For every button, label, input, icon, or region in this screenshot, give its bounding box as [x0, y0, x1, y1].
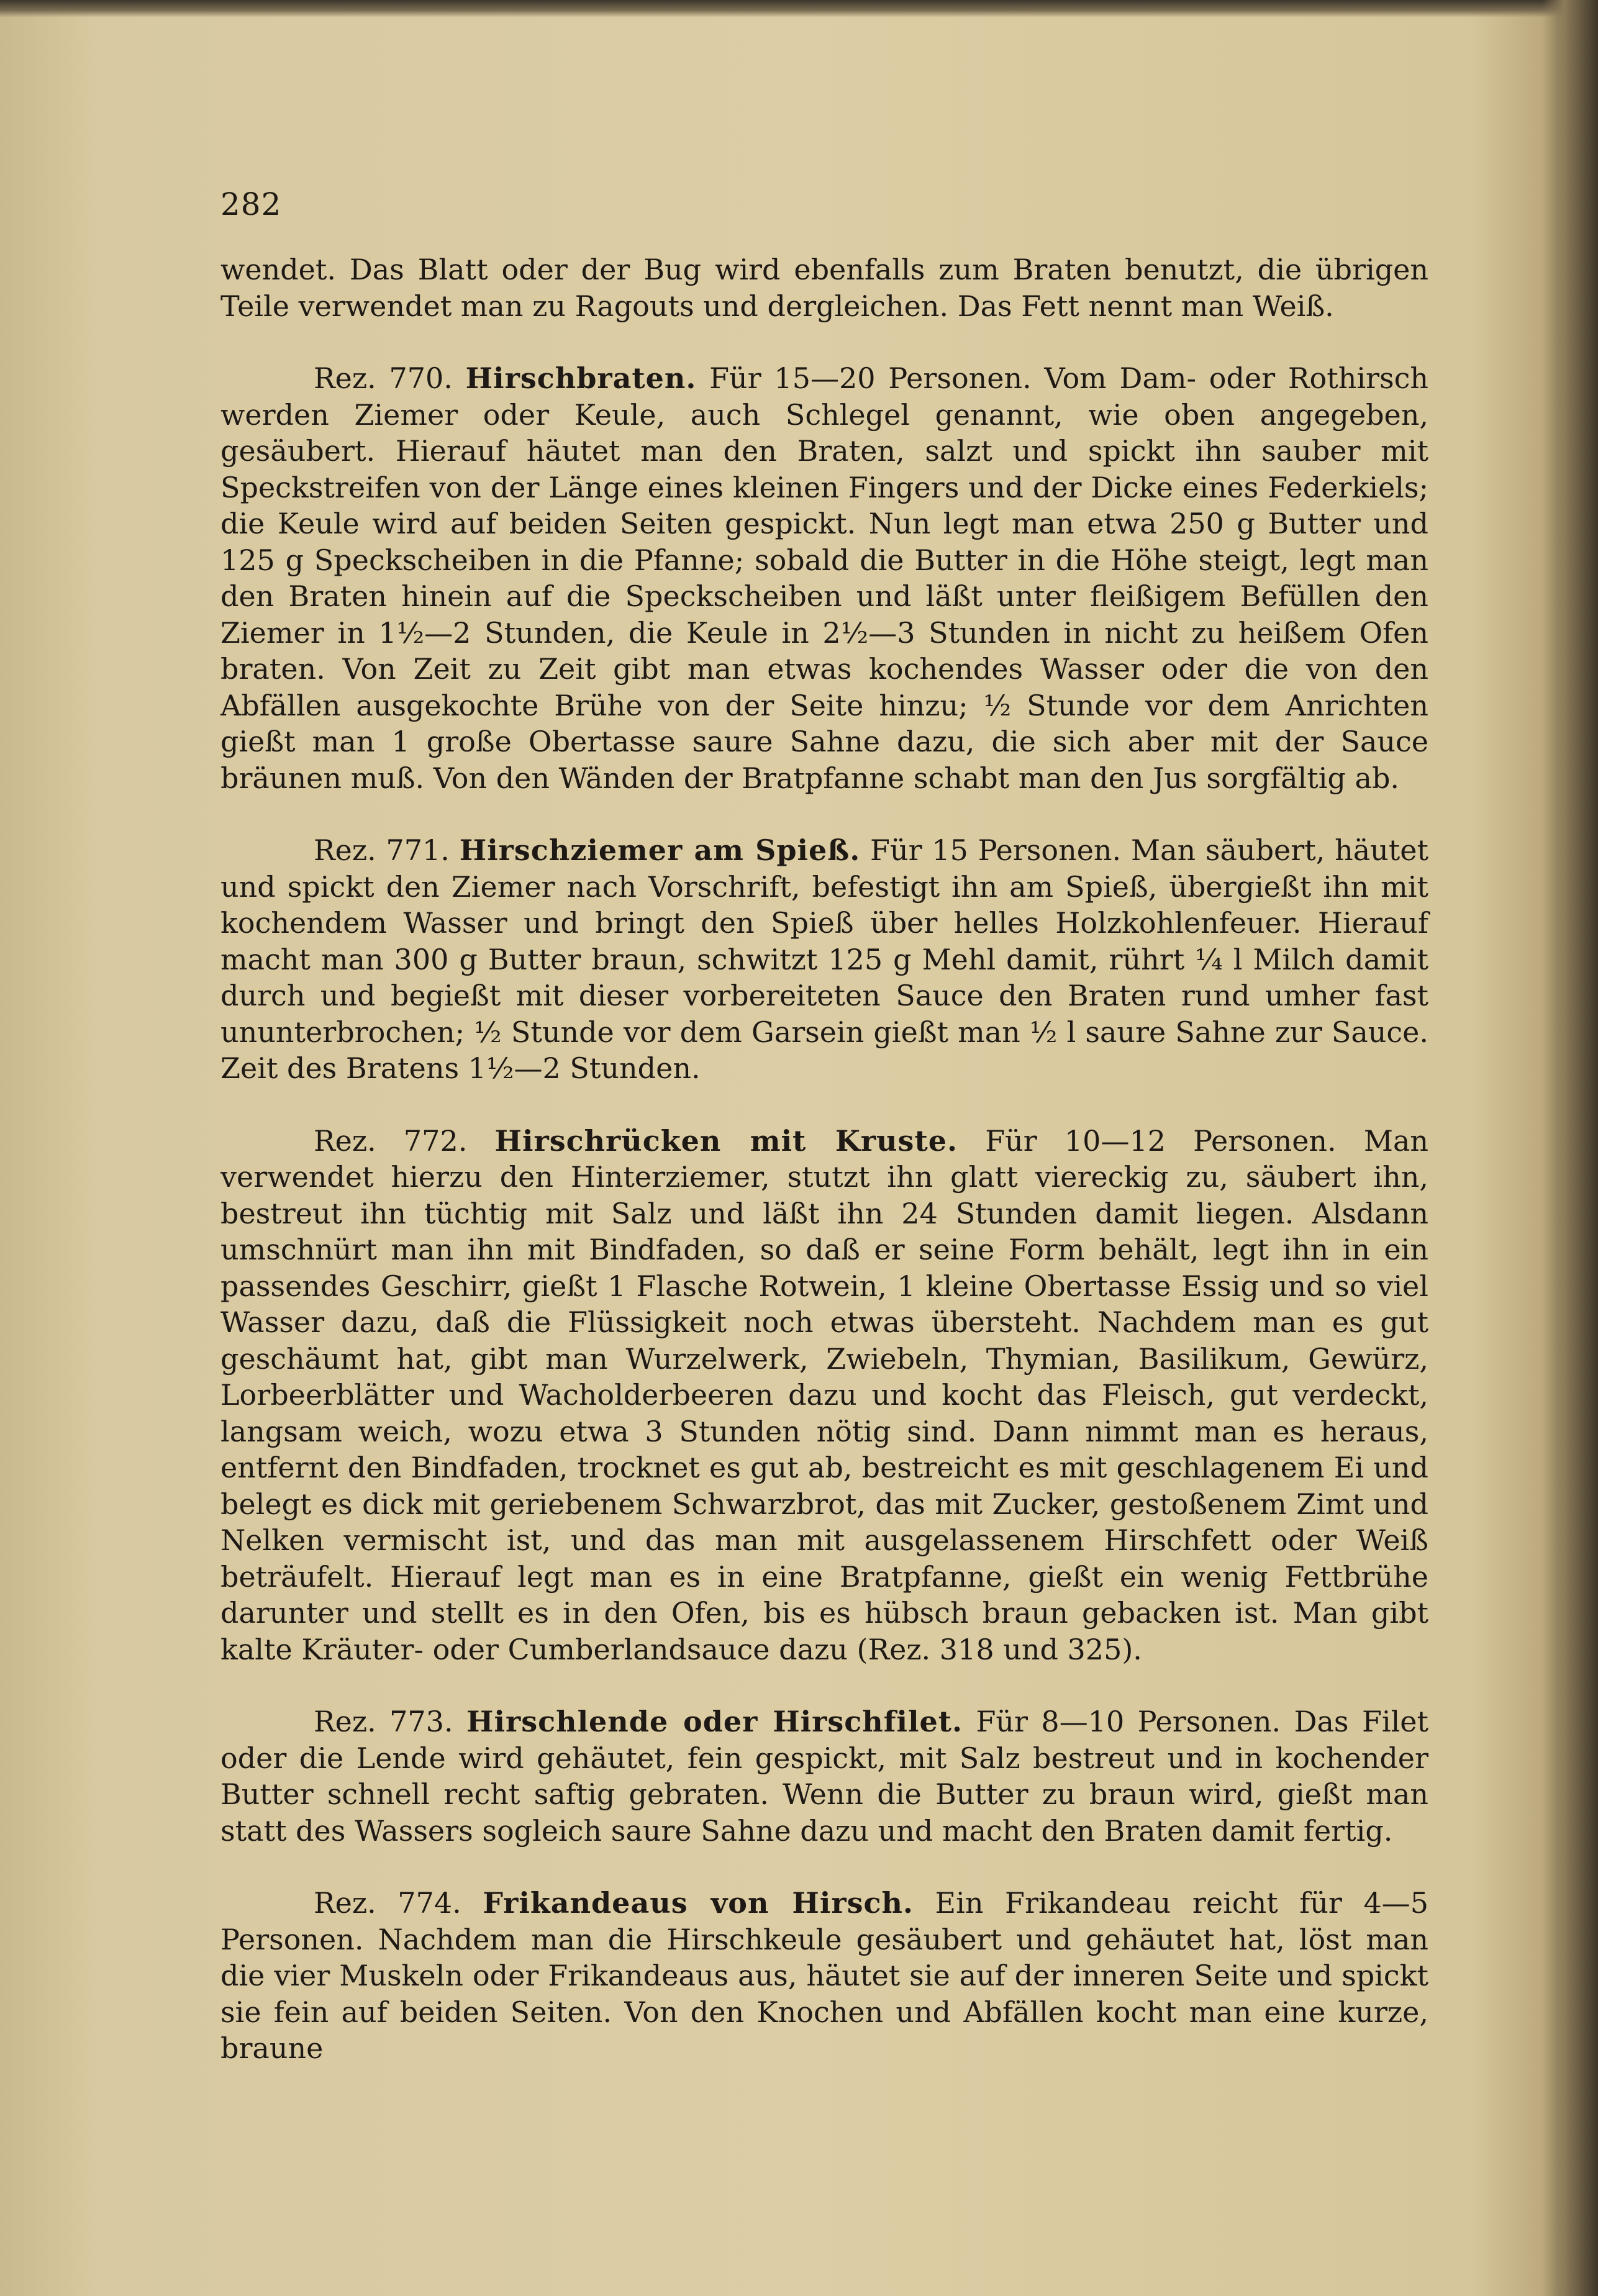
page-number: 282	[220, 186, 282, 222]
text-body	[220, 252, 1428, 2067]
recipe-number: Rez. 771.	[314, 833, 450, 867]
intro-paragraph: wendet. Das Blatt oder der Bug wird ebenfalls zum Braten benutzt, die übrigen Teile verwendet man zu Ragouts und dergleichen. Das Fett nennt man Weiß.	[220, 253, 1428, 323]
recipe-title: Hirschlende oder Hirschfilet.	[466, 1705, 963, 1738]
recipe-title: Hirschbraten.	[465, 361, 697, 395]
recipe-title: Hirschrücken mit Kruste.	[494, 1123, 958, 1158]
recipe-title: Frikandeaus von Hirsch.	[483, 1886, 914, 1920]
recipe-text: Ein Frikandeau reicht für 4—5 Personen. Nachdem man die Hirschkeule gesäubert und gehäutet hat, löst man die vier Muskeln oder Frikandeaus aus, häutet sie auf der inneren Seite und spickt sie fein auf beiden Seiten. Von den Knochen und Abfällen kocht man eine kurze, braune	[220, 1886, 1429, 2065]
recipe-772	[220, 1123, 1428, 1668]
recipe-773	[220, 1704, 1428, 1849]
page-top-edge	[0, 0, 1598, 17]
recipe-number: Rez. 773.	[314, 1705, 453, 1738]
recipe-text: Für 15—20 Personen. Vom Dam- oder Rothirsch werden Ziemer oder Keule, auch Schlegel genannt, wie oben angegeben, gesäubert. Hierauf häutet man den Braten, salzt und spickt ihn sauber mit Speckstreifen von der Länge eines kleinen Fingers und der Dicke eines Federkiels; die Keule wird auf beiden Seiten gespickt. Nun legt man etwa 250 g Butter und 125 g Speckscheiben in die Pfanne; sobald die Butter in die Höhe steigt, legt man den Braten hinein auf die Speckscheiben und läßt unter fleißigem Befüllen den Ziemer in 1½—2 Stunden, die Keule in 2½—3 Stunden in nicht zu heißem Ofen braten. Von Zeit zu Zeit gibt man etwas kochendes Wasser oder die von den Abfällen ausgekochte Brühe von der Seite hinzu; ½ Stunde vor dem Anrichten gießt man 1 große Obertasse saure Sahne dazu, die sich aber mit der Sauce bräunen muß. Von den Wänden der Bratpfanne schabt man den Jus sorgfältig ab.	[220, 361, 1429, 795]
recipe-number: Rez. 772.	[314, 1123, 468, 1158]
recipe-770	[220, 360, 1428, 796]
recipe-number: Rez. 774.	[314, 1886, 461, 1920]
recipe-text: Für 8—10 Personen. Das Filet oder die Lende wird gehäutet, fein gespickt, mit Salz bestreut und in kochender Butter schnell recht saftig gebraten. Wenn die Butter zu braun wird, gießt man statt des Wassers sogleich saure Sahne dazu und macht den Braten damit fertig.	[220, 1705, 1429, 1848]
recipe-774	[220, 1885, 1428, 2067]
recipe-number: Rez. 770.	[314, 361, 453, 395]
recipe-771	[220, 832, 1428, 1087]
recipe-text: Für 10—12 Personen. Man verwendet hierzu den Hinterziemer, stutzt ihn glatt viereckig zu, säubert ihn, bestreut ihn tüchtig mit Salz und läßt ihn 24 Stunden damit liegen. Alsdann umschnürt man ihn mit Bindfaden, so daß er seine Form behält, legt ihn in ein passendes Geschirr, gießt 1 Flasche Rotwein, 1 kleine Obertasse Essig und so viel Wasser dazu, daß die Flüssigkeit noch etwas übersteht. Nachdem man es gut geschäumt hat, gibt man Wurzelwerk, Zwiebeln, Thymian, Basilikum, Gewürz, Lorbeerblätter und Wacholderbeeren dazu und kocht das Fleisch, gut verdeckt, langsam weich, wozu etwa 3 Stunden nötig sind. Dann nimmt man es heraus, entfernt den Bindfaden, trocknet es gut ab, bestreicht es mit geschlagenem Ei und belegt es dick mit geriebenem Schwarzbrot, das mit Zucker, gestoßenem Zimt und Nelken vermischt ist, und das man mit ausgelassenem Hirschfett oder Weiß beträufelt. Hierauf legt man es in eine Bratpfanne, gießt ein wenig Fettbrühe darunter und stellt es in den Ofen, bis es hübsch braun gebacken ist. Man gibt kalte Kräuter- oder Cumberlandsauce dazu (Rez. 318 und 325).	[220, 1123, 1429, 1666]
page-right-edge	[1542, 0, 1598, 2296]
recipe-title: Hirschziemer am Spieß.	[459, 833, 861, 867]
recipe-text: Für 15 Personen. Man säubert, häutet und spickt den Ziemer nach Vorschrift, befestigt ihn am Spieß, übergießt ihn mit kochendem Wasser und bringt den Spieß über helles Holzkohlenfeuer. Hierauf macht man 300 g Butter braun, schwitzt 125 g Mehl damit, rührt ¼ l Milch damit durch und begießt mit dieser vorbereiteten Sauce den Braten rund umher fast ununterbrochen; ½ Stunde vor dem Garsein gießt man ½ l saure Sahne zur Sauce. Zeit des Bratens 1½—2 Stunden.	[220, 833, 1428, 1085]
